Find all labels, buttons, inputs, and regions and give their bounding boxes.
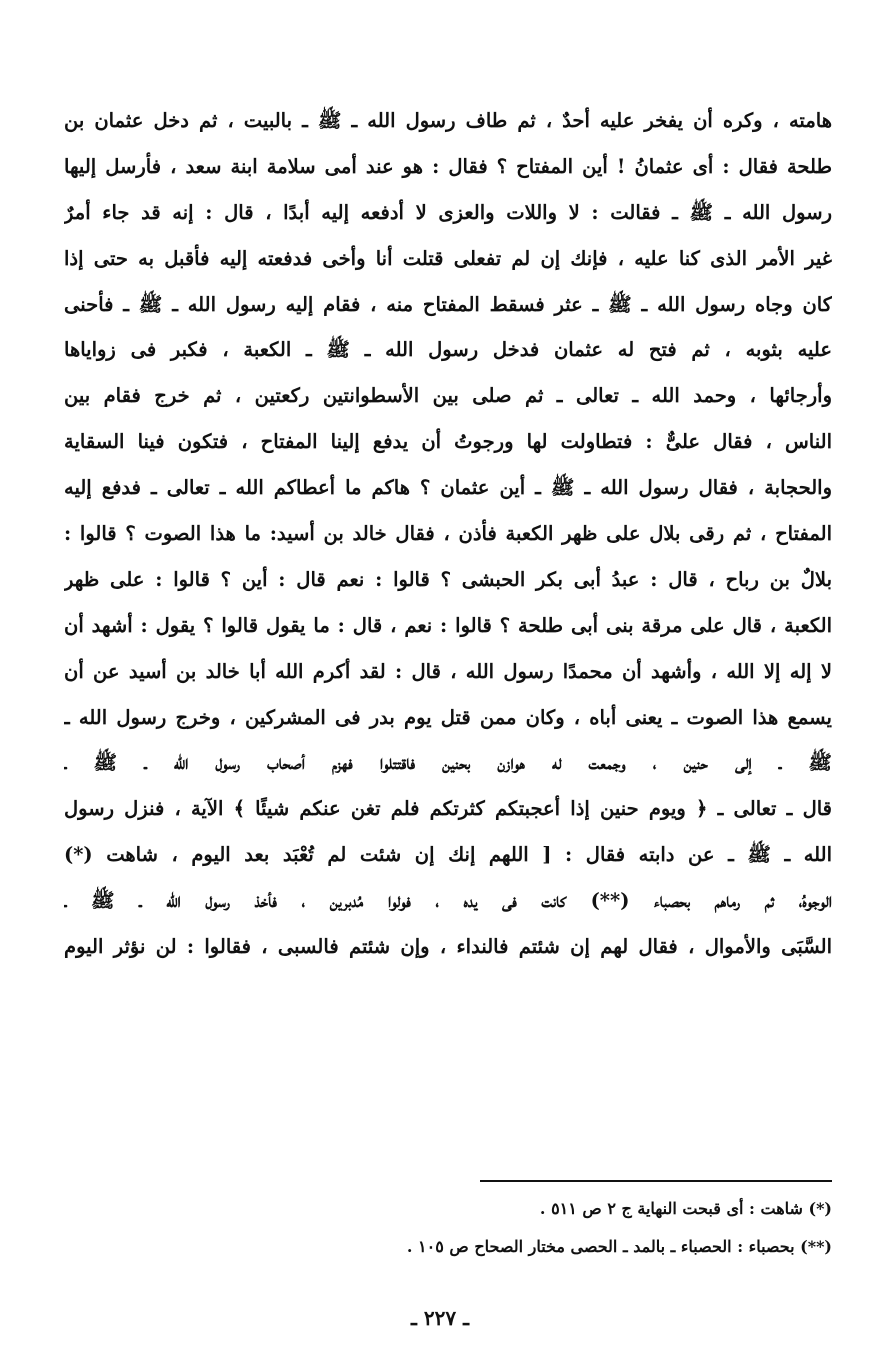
text-line-17: الله ـ ﷺ ـ عن دابته فقال : [ اللهم إنك إن شئت لم تُعْبَد بعد اليوم ، شاهت (*) bbox=[64, 843, 832, 867]
text-line-15: ﷺ ـ إلى حنين ، وجمعت له هوازن بحنين فاقتتلوا فهزم أصحاب رسول الله ـ ﷺ ـ bbox=[64, 751, 832, 775]
text-line-9: والحجابة ، فقال رسول الله ـ ﷺ ـ أين عثمان ؟ هاكم ما أعطاكم الله ـ تعالى ـ فدفع إليه bbox=[64, 476, 832, 500]
text-line-4: غير الأمر الذى كنا عليه ، فإنك إن لم تفعلى قتلت أنا وأخى فدفعته إليه فأقبل به حتى إذا bbox=[64, 246, 832, 270]
text-line-2: طلحة فقال : أى عثمانُ ! أين المفتاح ؟ فقال : هو عند أمى سلامة ابنة سعد ، فأرسل إليها bbox=[64, 154, 832, 178]
footnote-1: (*) شاهت : أى قبحت النهاية ج ٢ ص ٥١١ . bbox=[539, 1199, 832, 1218]
text-line-11: بلالٌ بن رباح ، قال : عبدُ أبى بكر الحبشى ؟ قالوا : نعم قال : أين ؟ قالوا : على ظهر bbox=[64, 567, 832, 591]
text-line-3: رسول الله ـ ﷺ ـ فقالت : لا واللات والعزى لا أدفعه إليه أبدًا ، قال : إنه قد جاء أمرٌ bbox=[64, 200, 832, 224]
text-line-1: هامته ، وكره أن يفخر عليه أحدٌ ، ثم طاف رسول الله ـ ﷺ ـ بالبيت ، ثم دخل عثمان بن bbox=[64, 109, 832, 132]
footnotes bbox=[300, 1190, 832, 1266]
page-number: ـ ٢٢٧ ـ bbox=[411, 1306, 469, 1330]
text-line-16: قال ـ تعالى ـ ﴿ ويوم حنين إذا أعجبتكم كثرتكم فلم تغن عنكم شيئًا ﴾ الآية ، فنزل رسول bbox=[64, 797, 832, 821]
body-text bbox=[64, 98, 832, 970]
text-line-12: الكعبة ، قال على مرقة بنى أبى طلحة ؟ قالوا : نعم ، قال : ما يقول قالوا ؟ يقول : أشهد أن bbox=[64, 613, 832, 637]
text-line-6: عليه بثوبه ، ثم فتح له عثمان فدخل رسول الله ـ ﷺ ـ الكعبة ، فكبر فى زواياها bbox=[64, 338, 832, 362]
text-line-19: السَّبَى والأموال ، فقال لهم إن شئتم فالنداء ، وإن شئتم فالسبى ، فقالوا : لن نؤثر اليوم bbox=[64, 935, 832, 959]
text-line-14: يسمع هذا الصوت ـ يعنى أباه ، وكان ممن قتل يوم بدر فى المشركين ، وخرج رسول الله ـ bbox=[64, 705, 832, 729]
text-line-10: المفتاح ، ثم رقى بلال على ظهر الكعبة فأذن ، فقال خالد بن أسيد: ما هذا الصوت ؟ قالوا : bbox=[64, 522, 832, 546]
text-line-8: الناس ، فقال علىٌّ : فتطاولت لها ورجوتُ أن يدفع إلينا المفتاح ، فتكون فينا السقاية bbox=[64, 430, 832, 454]
footnote-2: (**) بحصباء : الحصباء ـ بالمد ـ الحصى مختار الصحاح ص ١٠٥ . bbox=[406, 1237, 832, 1256]
text-line-7: وأرجائها ، وحمد الله ـ تعالى ـ ثم صلى بين الأسطوانتين ركعتين ، ثم خرج فقام بين bbox=[64, 384, 832, 408]
text-line-13: لا إله إلا الله ، وأشهد أن محمدًا رسول الله ، قال : لقد أكرم الله أبا خالد بن أسيد عن أن bbox=[64, 659, 832, 683]
text-line-18: الوجوهُ، ثم رماهم بحصباء (**) كانت فى يده ، فولوا مُدبرين ، فأخذ رسول الله ـ ﷺ ـ bbox=[64, 889, 832, 913]
text-line-5: كان وجاه رسول الله ـ ﷺ ـ عثر فسقط المفتاح منه ، فقام إليه رسول الله ـ ﷺ ـ فأحنى bbox=[64, 292, 832, 316]
footnote-separator bbox=[480, 1180, 832, 1182]
